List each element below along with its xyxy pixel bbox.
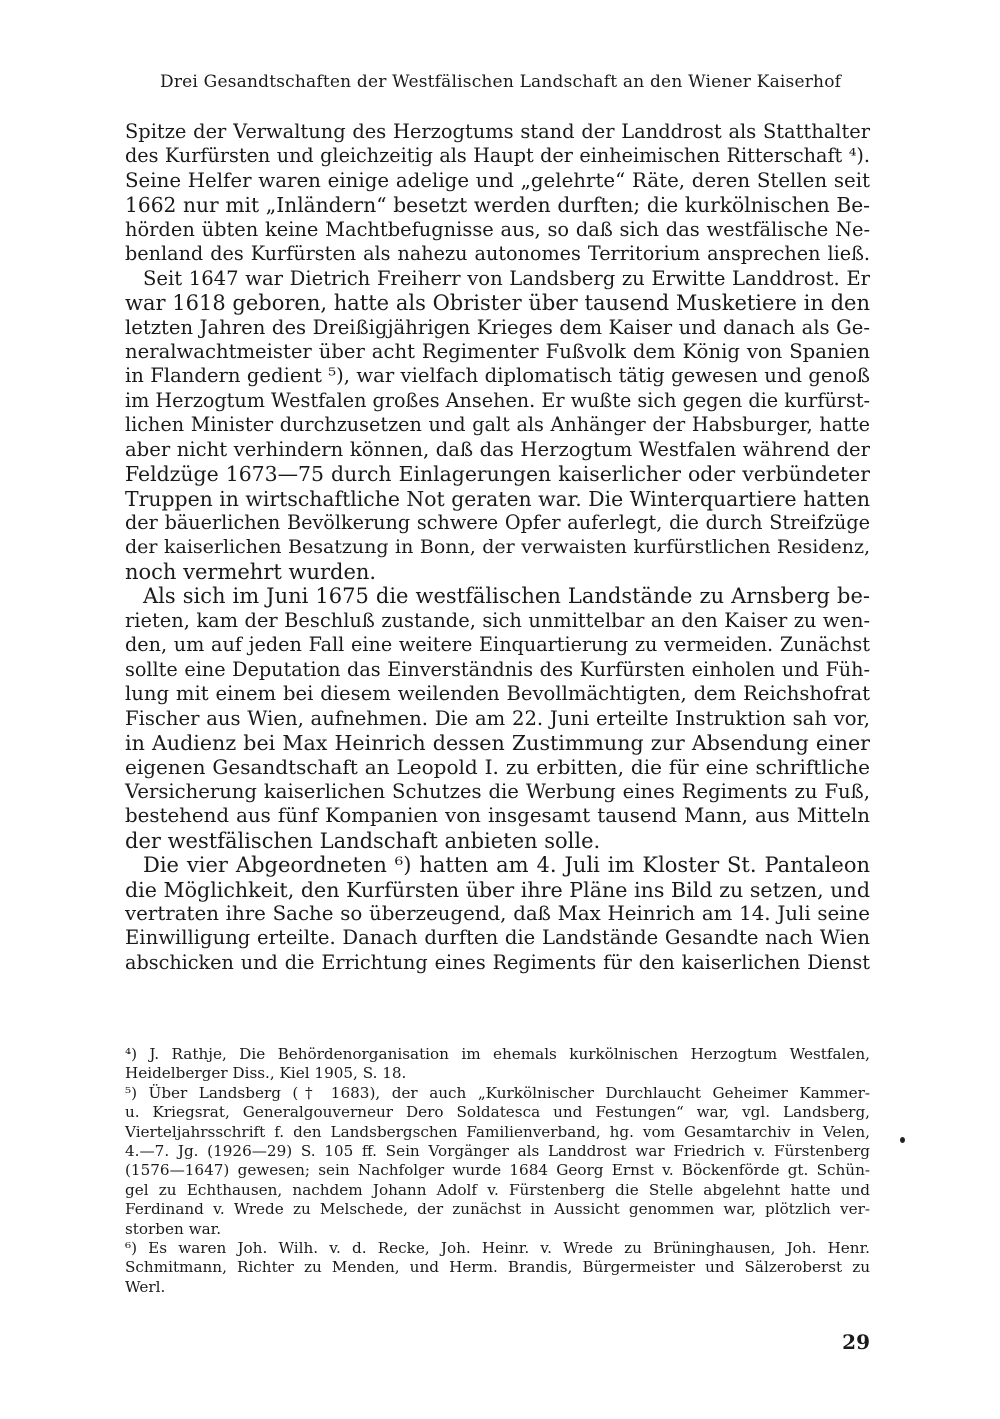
body-line: letzten Jahren des Dreißigjährigen Krieges dem Kaiser und danach als Ge- [125,315,870,339]
body-line: Truppen in wirtschaftliche Not geraten war. Die Winterquartiere hatten [125,486,870,511]
footnote-line: ⁵) Über Landsberg († 1683), der auch „Kurkölnischer Durchlaucht Geheimer Kammer- [125,1083,870,1102]
footnote-line: gel zu Echthausen, nachdem Johann Adolf v. Fürstenberg die Stelle abgelehnt hatte und [125,1180,870,1199]
body-line: der kaiserlichen Besatzung in Bonn, der verwaisten kurfürstlichen Residenz, [125,536,870,559]
body-line: 1662 nur mit „Inländern“ besetzt werden durften; die kurkölnischen Be- [125,193,870,218]
footnote-line: u. Kriegsrat, Generalgouverneur Dero Soldatesca und Festungen“ war, vgl. Landsberg, [125,1103,870,1122]
footnote-line: ⁴) J. Rathje, Die Behördenorganisation im ehemals kurkölnischen Herzogtum Westfalen, [125,1045,870,1063]
footnote-line: 4.—7. Jg. (1926—29) S. 105 ff. Sein Vorgänger als Landdrost war Friedrich v. Fürstenberg [125,1141,870,1160]
body-line: hörden übten keine Machtbefugnisse aus, so daß sich das westfälische Ne- [125,217,870,241]
body-line: noch vermehrt wurden. [125,559,377,584]
footnote-line: (1576—1647) gewesen; sein Nachfolger wurde 1684 Georg Ernst v. Böckenförde gt. Schün- [125,1161,870,1180]
body-line: Einwilligung erteilte. Danach durften die Landstände Gesandte nach Wien [125,926,870,950]
body-line: Seit 1647 war Dietrich Freiherr von Landsberg zu Erwitte Landdrost. Er [143,266,870,290]
body-line: eigenen Gesandtschaft an Leopold I. zu erbitten, die für eine schriftliche [125,755,870,780]
footnote-line: ⁶) Es waren Joh. Wilh. v. d. Recke, Joh. Heinr. v. Wrede zu Brüninghausen, Joh. Henr. [125,1238,870,1257]
body-line: Feldzüge 1673—75 durch Einlagerungen kaiserlicher oder verbündeter [125,462,870,487]
body-line: vertraten ihre Sache so überzeugend, daß Max Heinrich am 14. Juli seine [125,902,870,925]
body-line: neralwachtmeister über acht Regimenter Fußvolk dem König von Spanien [125,339,870,363]
body-line: Die vier Abgeordneten ⁶) hatten am 4. Juli im Kloster St. Pantaleon [143,853,870,878]
footnote-line: Werl. [125,1277,166,1296]
body-line: Versicherung kaiserlichen Schutzes die Werbung eines Regiments zu Fuß, [125,779,870,803]
footnote-line: Schmitmann, Richter zu Menden, und Herm. Brandis, Bürgermeister und Sälzeroberst zu [125,1258,870,1277]
body-line: der bäuerlichen Bevölkerung schwere Opfer auferlegt, die durch Streifzüge [125,511,870,534]
body-line: in Flandern gedient ⁵), war vielfach diplomatisch tätig gewesen und genoß [125,364,870,388]
body-line: lichen Minister durchzusetzen und galt als Anhänger der Habsburger, hatte [125,413,870,437]
footnote-line: storben war. [125,1219,222,1238]
body-line: war 1618 geboren, hatte als Obrister über tausend Musketiere in den [125,291,870,316]
body-line: Spitze der Verwaltung des Herzogtums stand der Landdrost als Statthalter [125,120,870,143]
body-line: die Möglichkeit, den Kurfürsten über ihre Pläne ins Bild zu setzen, und [125,877,870,902]
body-line: der westfälischen Landschaft anbieten solle. [125,828,601,853]
body-line: benland des Kurfürsten als nahezu autonomes Territorium ansprechen ließ. [125,242,870,266]
body-text [125,120,870,975]
running-head: Drei Gesandtschaften der Westfälischen Landschaft an den Wiener Kaiserhof [160,72,842,92]
footnote-line: Ferdinand v. Wrede zu Melschede, der zunächst in Aussicht genommen war, plötzlich ver- [125,1200,870,1219]
body-line: bestehend aus fünf Kompanien von insgesamt tausend Mann, aus Mitteln [125,804,870,828]
body-line: rieten, kam der Beschluß zustande, sich unmittelbar an den Kaiser zu wen- [125,608,870,632]
body-line: im Herzogtum Westfalen großes Ansehen. Er wußte sich gegen die kurfürst- [125,388,871,412]
body-line: des Kurfürsten und gleichzeitig als Haupt der einheimischen Ritterschaft ⁴). [125,144,870,168]
body-line: abschicken und die Errichtung eines Regiments für den kaiserlichen Dienst [125,950,870,974]
footnotes [125,1045,870,1297]
body-line: den, um auf jeden Fall eine weitere Einquartierung zu vermeiden. Zunächst [125,633,870,657]
body-line: sollte eine Deputation das Einverständnis des Kurfürsten einholen und Füh- [125,657,870,681]
body-line: aber nicht verhindern können, daß das Herzogtum Westfalen während der [125,437,870,461]
body-line: lung mit einem bei diesem weilenden Bevollmächtigten, dem Reichshofrat [125,682,870,706]
body-line: Fischer aus Wien, aufnehmen. Die am 22. Juni erteilte Instruktion sah vor, [125,706,870,730]
body-line: Seine Helfer waren einige adelige und „gelehrte“ Räte, deren Stellen seit [125,168,870,192]
body-line: in Audienz bei Max Heinrich dessen Zustimmung zur Absendung einer [125,730,870,755]
footnote-line: Heidelberger Diss., Kiel 1905, S. 18. [125,1064,407,1083]
body-line: Als sich im Juni 1675 die westfälischen Landstände zu Arnsberg be- [143,584,870,609]
footnote-line: Vierteljahrsschrift f. den Landsbergschen Familienverband, hg. vom Gesamtarchiv in Velen, [125,1122,870,1141]
margin-dot-mark [900,1137,905,1143]
page-number: 29 [842,1330,870,1354]
